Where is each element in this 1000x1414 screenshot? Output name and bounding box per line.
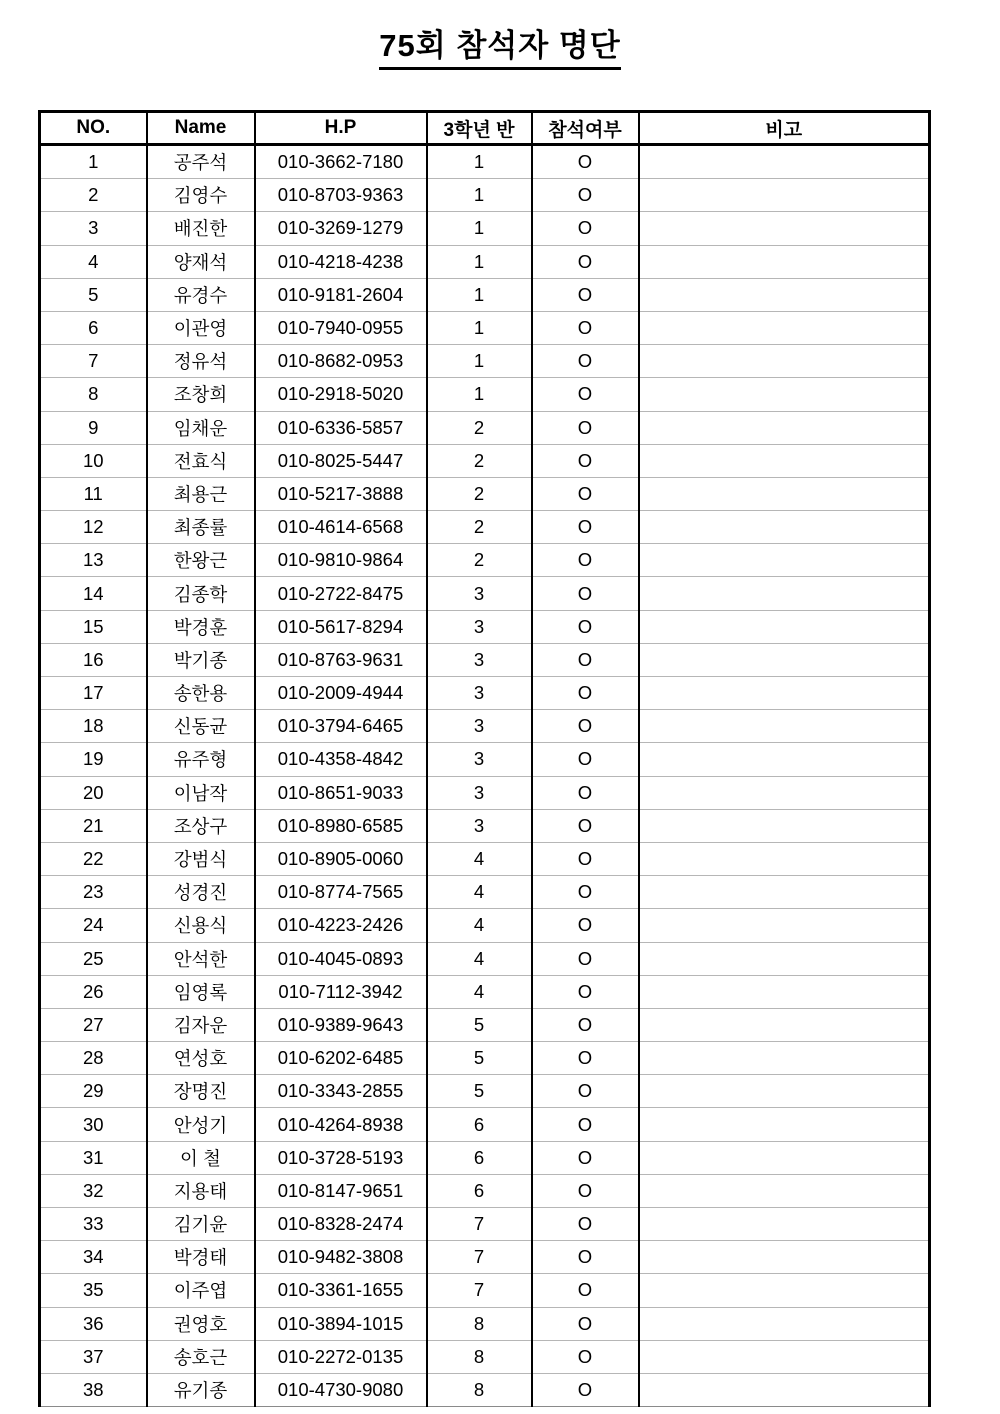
cell-class: 1 [427, 345, 532, 378]
cell-note [639, 1307, 930, 1340]
cell-class: 1 [427, 311, 532, 344]
cell-phone: 010-4045-0893 [255, 942, 427, 975]
cell-no: 30 [40, 1108, 147, 1141]
cell-class: 1 [427, 212, 532, 245]
table-row [40, 809, 930, 842]
cell-attendance: O [532, 610, 639, 643]
cell-note [639, 643, 930, 676]
cell-attendance: O [532, 876, 639, 909]
cell-attendance: O [532, 1274, 639, 1307]
cell-attendance: O [532, 411, 639, 444]
cell-no: 16 [40, 643, 147, 676]
cell-no: 35 [40, 1274, 147, 1307]
column-header-note: 비고 [639, 112, 930, 145]
cell-note [639, 544, 930, 577]
cell-phone: 010-8980-6585 [255, 809, 427, 842]
cell-class: 1 [427, 245, 532, 278]
cell-phone: 010-2918-5020 [255, 378, 427, 411]
cell-no: 14 [40, 577, 147, 610]
cell-phone: 010-2722-8475 [255, 577, 427, 610]
cell-attendance: O [532, 345, 639, 378]
cell-phone: 010-4358-4842 [255, 743, 427, 776]
cell-phone: 010-5617-8294 [255, 610, 427, 643]
cell-note [639, 311, 930, 344]
cell-name: 이 철 [147, 1141, 255, 1174]
cell-class: 5 [427, 1042, 532, 1075]
table-row [40, 1307, 930, 1340]
cell-name: 배진한 [147, 212, 255, 245]
cell-name: 양재석 [147, 245, 255, 278]
cell-attendance: O [532, 1042, 639, 1075]
cell-attendance: O [532, 809, 639, 842]
cell-attendance: O [532, 179, 639, 212]
cell-class: 3 [427, 610, 532, 643]
cell-class: 6 [427, 1108, 532, 1141]
table-row [40, 1340, 930, 1373]
column-header-class: 3학년 반 [427, 112, 532, 145]
table-row [40, 1042, 930, 1075]
cell-no: 18 [40, 710, 147, 743]
cell-class: 2 [427, 511, 532, 544]
cell-note [639, 245, 930, 278]
cell-name: 송호근 [147, 1340, 255, 1373]
cell-note [639, 677, 930, 710]
cell-name: 연성호 [147, 1042, 255, 1075]
table-row [40, 278, 930, 311]
table-row [40, 1274, 930, 1307]
cell-phone: 010-8328-2474 [255, 1208, 427, 1241]
cell-name: 유기종 [147, 1373, 255, 1406]
cell-note [639, 776, 930, 809]
cell-no: 25 [40, 942, 147, 975]
cell-no: 5 [40, 278, 147, 311]
cell-name: 안성기 [147, 1108, 255, 1141]
cell-class: 4 [427, 876, 532, 909]
cell-note [639, 378, 930, 411]
table-row [40, 1208, 930, 1241]
cell-phone: 010-4614-6568 [255, 511, 427, 544]
cell-phone: 010-6336-5857 [255, 411, 427, 444]
cell-note [639, 477, 930, 510]
cell-class: 7 [427, 1241, 532, 1274]
cell-phone: 010-9810-9864 [255, 544, 427, 577]
cell-no: 8 [40, 378, 147, 411]
cell-class: 4 [427, 975, 532, 1008]
cell-class: 2 [427, 544, 532, 577]
cell-name: 성경진 [147, 876, 255, 909]
cell-attendance: O [532, 643, 639, 676]
cell-note [639, 1340, 930, 1373]
attendee-table-body [40, 145, 930, 1407]
cell-class: 1 [427, 278, 532, 311]
cell-class: 2 [427, 411, 532, 444]
cell-note [639, 809, 930, 842]
cell-name: 김영수 [147, 179, 255, 212]
table-row [40, 710, 930, 743]
cell-no: 32 [40, 1174, 147, 1207]
cell-class: 6 [427, 1174, 532, 1207]
table-row [40, 1141, 930, 1174]
table-row [40, 677, 930, 710]
column-header-attendance: 참석여부 [532, 112, 639, 145]
table-row [40, 411, 930, 444]
cell-class: 3 [427, 643, 532, 676]
cell-phone: 010-8703-9363 [255, 179, 427, 212]
cell-class: 6 [427, 1141, 532, 1174]
cell-class: 8 [427, 1340, 532, 1373]
table-row [40, 942, 930, 975]
cell-attendance: O [532, 1373, 639, 1406]
cell-no: 10 [40, 444, 147, 477]
cell-note [639, 1141, 930, 1174]
cell-no: 19 [40, 743, 147, 776]
cell-attendance: O [532, 544, 639, 577]
cell-note [639, 577, 930, 610]
cell-note [639, 1075, 930, 1108]
table-row [40, 743, 930, 776]
cell-attendance: O [532, 1108, 639, 1141]
table-row [40, 1373, 930, 1406]
table-row [40, 145, 930, 179]
cell-name: 박기종 [147, 643, 255, 676]
cell-no: 17 [40, 677, 147, 710]
cell-no: 13 [40, 544, 147, 577]
cell-phone: 010-7112-3942 [255, 975, 427, 1008]
cell-class: 3 [427, 743, 532, 776]
header-row [40, 112, 930, 145]
cell-no: 36 [40, 1307, 147, 1340]
cell-phone: 010-3662-7180 [255, 145, 427, 179]
cell-attendance: O [532, 942, 639, 975]
cell-phone: 010-3894-1015 [255, 1307, 427, 1340]
cell-class: 4 [427, 909, 532, 942]
cell-name: 송한용 [147, 677, 255, 710]
cell-phone: 010-8651-9033 [255, 776, 427, 809]
cell-note [639, 743, 930, 776]
cell-no: 4 [40, 245, 147, 278]
cell-class: 5 [427, 1075, 532, 1108]
cell-name: 공주석 [147, 145, 255, 179]
cell-class: 8 [427, 1373, 532, 1406]
cell-class: 3 [427, 776, 532, 809]
cell-no: 33 [40, 1208, 147, 1241]
cell-phone: 010-2009-4944 [255, 677, 427, 710]
cell-name: 임채운 [147, 411, 255, 444]
table-row [40, 643, 930, 676]
cell-note [639, 909, 930, 942]
cell-class: 1 [427, 378, 532, 411]
cell-class: 3 [427, 677, 532, 710]
cell-name: 박경훈 [147, 610, 255, 643]
table-row [40, 975, 930, 1008]
cell-note [639, 942, 930, 975]
table-row [40, 577, 930, 610]
cell-class: 5 [427, 1008, 532, 1041]
cell-note [639, 411, 930, 444]
cell-phone: 010-6202-6485 [255, 1042, 427, 1075]
cell-phone: 010-3343-2855 [255, 1075, 427, 1108]
cell-name: 강범식 [147, 842, 255, 875]
column-header-no: NO. [40, 112, 147, 145]
cell-note [639, 145, 930, 179]
cell-phone: 010-9389-9643 [255, 1008, 427, 1041]
cell-note [639, 278, 930, 311]
cell-name: 권영호 [147, 1307, 255, 1340]
table-row [40, 876, 930, 909]
table-row [40, 1241, 930, 1274]
title-area [0, 28, 1000, 70]
table-row [40, 842, 930, 875]
cell-class: 7 [427, 1208, 532, 1241]
table-row [40, 245, 930, 278]
cell-name: 이남작 [147, 776, 255, 809]
cell-name: 임영록 [147, 975, 255, 1008]
cell-name: 김종학 [147, 577, 255, 610]
cell-no: 37 [40, 1340, 147, 1373]
cell-note [639, 1373, 930, 1406]
cell-attendance: O [532, 1208, 639, 1241]
cell-name: 조창희 [147, 378, 255, 411]
cell-no: 31 [40, 1141, 147, 1174]
cell-name: 신용식 [147, 909, 255, 942]
cell-class: 7 [427, 1274, 532, 1307]
cell-name: 유주형 [147, 743, 255, 776]
cell-class: 3 [427, 577, 532, 610]
cell-note [639, 1108, 930, 1141]
cell-name: 김기윤 [147, 1208, 255, 1241]
cell-attendance: O [532, 776, 639, 809]
cell-class: 3 [427, 710, 532, 743]
cell-note [639, 345, 930, 378]
cell-attendance: O [532, 212, 639, 245]
table-row [40, 1174, 930, 1207]
cell-attendance: O [532, 477, 639, 510]
table-row [40, 477, 930, 510]
cell-phone: 010-8147-9651 [255, 1174, 427, 1207]
cell-class: 1 [427, 145, 532, 179]
table-row [40, 776, 930, 809]
cell-name: 이주엽 [147, 1274, 255, 1307]
cell-name: 정유석 [147, 345, 255, 378]
cell-no: 2 [40, 179, 147, 212]
cell-phone: 010-7940-0955 [255, 311, 427, 344]
cell-name: 조상구 [147, 809, 255, 842]
cell-attendance: O [532, 1008, 639, 1041]
cell-note [639, 1274, 930, 1307]
cell-phone: 010-4730-9080 [255, 1373, 427, 1406]
cell-no: 28 [40, 1042, 147, 1075]
cell-name: 장명진 [147, 1075, 255, 1108]
cell-name: 신동균 [147, 710, 255, 743]
cell-attendance: O [532, 1174, 639, 1207]
table-row [40, 444, 930, 477]
cell-phone: 010-8682-0953 [255, 345, 427, 378]
cell-no: 9 [40, 411, 147, 444]
cell-note [639, 610, 930, 643]
cell-no: 29 [40, 1075, 147, 1108]
cell-attendance: O [532, 909, 639, 942]
cell-phone: 010-4264-8938 [255, 1108, 427, 1141]
cell-phone: 010-4223-2426 [255, 909, 427, 942]
cell-no: 20 [40, 776, 147, 809]
cell-note [639, 1174, 930, 1207]
cell-no: 26 [40, 975, 147, 1008]
cell-attendance: O [532, 245, 639, 278]
cell-attendance: O [532, 677, 639, 710]
attendee-table [38, 110, 931, 1407]
cell-phone: 010-2272-0135 [255, 1340, 427, 1373]
cell-phone: 010-4218-4238 [255, 245, 427, 278]
cell-attendance: O [532, 511, 639, 544]
page-title: 75회 참석자 명단 [379, 28, 620, 70]
cell-phone: 010-8763-9631 [255, 643, 427, 676]
cell-phone: 010-5217-3888 [255, 477, 427, 510]
table-row [40, 544, 930, 577]
cell-no: 11 [40, 477, 147, 510]
cell-phone: 010-3794-6465 [255, 710, 427, 743]
cell-name: 유경수 [147, 278, 255, 311]
cell-no: 15 [40, 610, 147, 643]
cell-note [639, 212, 930, 245]
cell-attendance: O [532, 1141, 639, 1174]
cell-name: 전효식 [147, 444, 255, 477]
cell-name: 김자운 [147, 1008, 255, 1041]
cell-note [639, 842, 930, 875]
cell-note [639, 710, 930, 743]
cell-name: 지용태 [147, 1174, 255, 1207]
cell-class: 4 [427, 942, 532, 975]
cell-attendance: O [532, 378, 639, 411]
column-header-name: Name [147, 112, 255, 145]
cell-no: 24 [40, 909, 147, 942]
cell-attendance: O [532, 710, 639, 743]
cell-class: 4 [427, 842, 532, 875]
cell-no: 3 [40, 212, 147, 245]
cell-name: 최종률 [147, 511, 255, 544]
cell-attendance: O [532, 1307, 639, 1340]
cell-note [639, 975, 930, 1008]
table-row [40, 1075, 930, 1108]
table-row [40, 610, 930, 643]
cell-phone: 010-8025-5447 [255, 444, 427, 477]
cell-note [639, 1008, 930, 1041]
cell-no: 12 [40, 511, 147, 544]
cell-phone: 010-9482-3808 [255, 1241, 427, 1274]
table-row [40, 378, 930, 411]
cell-class: 2 [427, 477, 532, 510]
cell-no: 21 [40, 809, 147, 842]
table-row [40, 179, 930, 212]
cell-name: 이관영 [147, 311, 255, 344]
cell-attendance: O [532, 1340, 639, 1373]
cell-name: 박경태 [147, 1241, 255, 1274]
table-row [40, 1108, 930, 1141]
table-row [40, 345, 930, 378]
cell-no: 23 [40, 876, 147, 909]
cell-attendance: O [532, 577, 639, 610]
cell-note [639, 179, 930, 212]
cell-attendance: O [532, 311, 639, 344]
cell-note [639, 1208, 930, 1241]
cell-note [639, 876, 930, 909]
cell-phone: 010-3361-1655 [255, 1274, 427, 1307]
cell-phone: 010-3269-1279 [255, 212, 427, 245]
cell-no: 27 [40, 1008, 147, 1041]
cell-no: 38 [40, 1373, 147, 1406]
cell-class: 1 [427, 179, 532, 212]
cell-attendance: O [532, 743, 639, 776]
cell-attendance: O [532, 444, 639, 477]
cell-phone: 010-8774-7565 [255, 876, 427, 909]
cell-no: 6 [40, 311, 147, 344]
cell-phone: 010-8905-0060 [255, 842, 427, 875]
cell-name: 안석한 [147, 942, 255, 975]
cell-phone: 010-9181-2604 [255, 278, 427, 311]
cell-no: 34 [40, 1241, 147, 1274]
cell-note [639, 1042, 930, 1075]
table-row [40, 212, 930, 245]
table-row [40, 1008, 930, 1041]
cell-class: 3 [427, 809, 532, 842]
column-header-phone: H.P [255, 112, 427, 145]
table-row [40, 311, 930, 344]
cell-attendance: O [532, 842, 639, 875]
cell-no: 22 [40, 842, 147, 875]
cell-note [639, 1241, 930, 1274]
cell-name: 최용근 [147, 477, 255, 510]
cell-note [639, 444, 930, 477]
cell-name: 한왕근 [147, 544, 255, 577]
cell-phone: 010-3728-5193 [255, 1141, 427, 1174]
table-row [40, 511, 930, 544]
cell-attendance: O [532, 145, 639, 179]
cell-note [639, 511, 930, 544]
cell-attendance: O [532, 1241, 639, 1274]
cell-class: 2 [427, 444, 532, 477]
cell-attendance: O [532, 1075, 639, 1108]
cell-no: 7 [40, 345, 147, 378]
cell-class: 8 [427, 1307, 532, 1340]
cell-no: 1 [88, 151, 99, 173]
table-row [40, 909, 930, 942]
cell-attendance: O [532, 975, 639, 1008]
cell-attendance: O [532, 278, 639, 311]
